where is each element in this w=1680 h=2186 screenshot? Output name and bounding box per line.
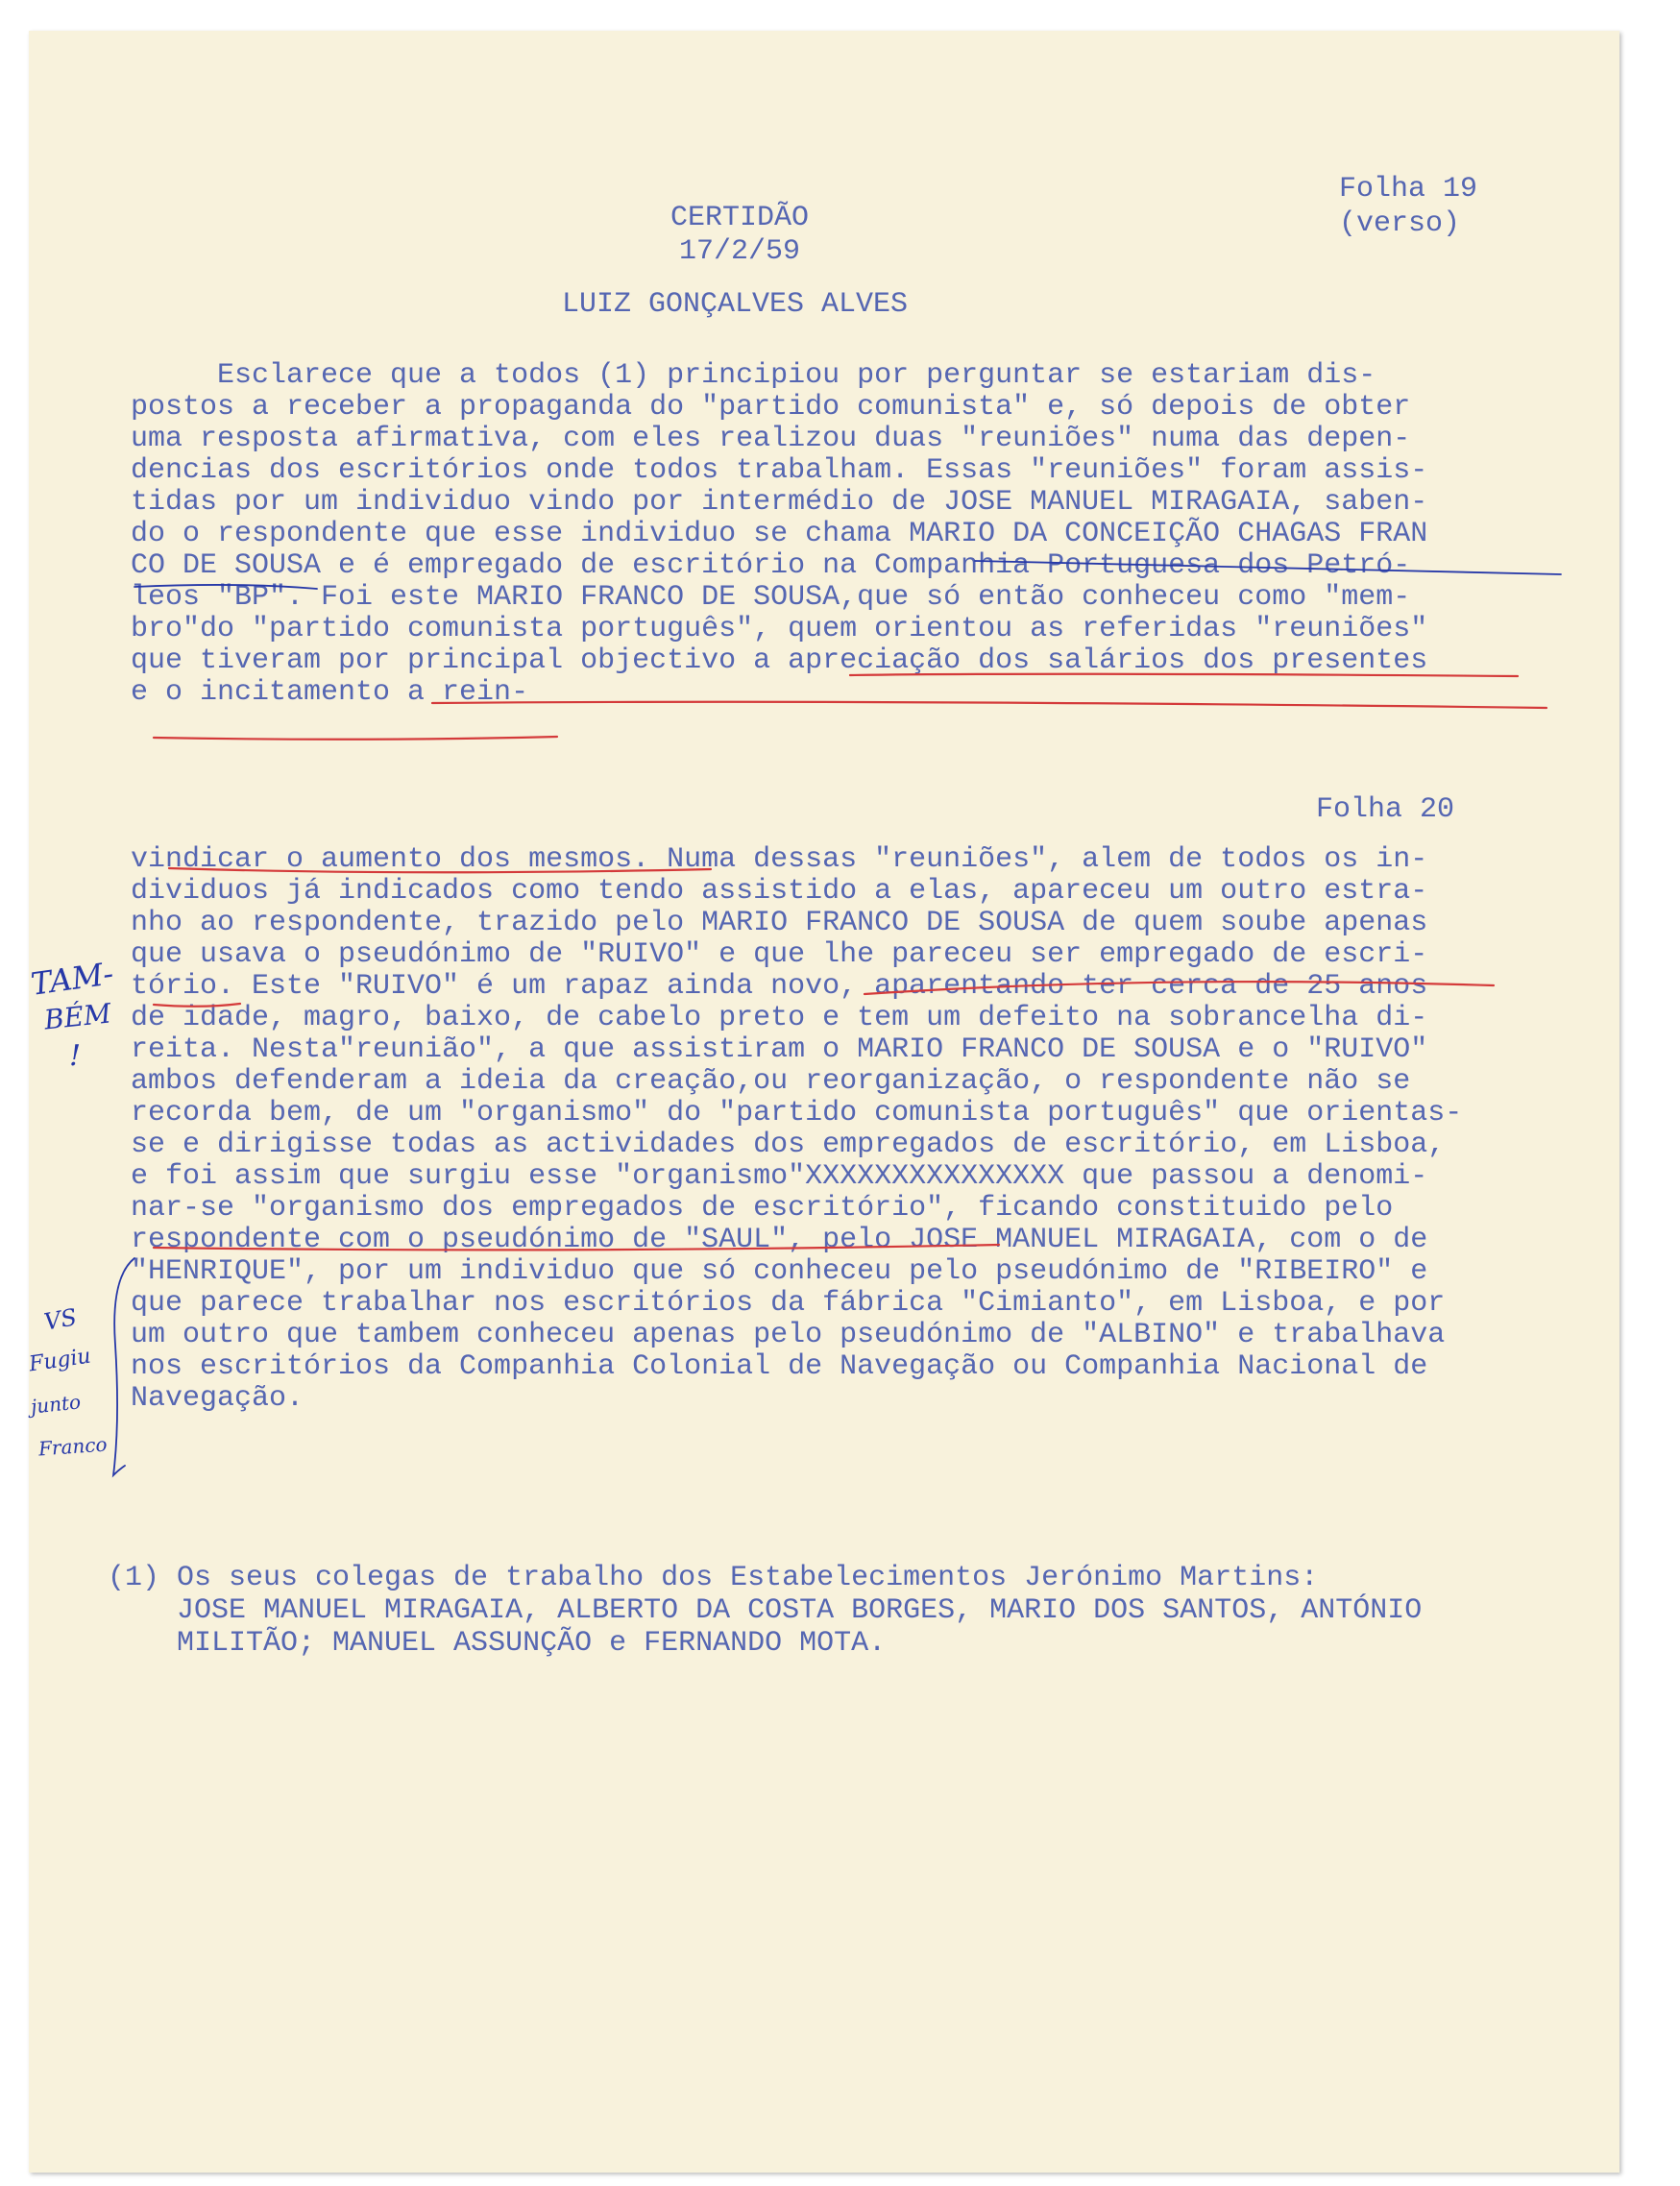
text-line: Esclarece que a todos (1) principiou por perguntar se estariam dis- xyxy=(131,359,1376,392)
text-line: que tiveram por principal objectivo a apreciação dos salários dos presentes xyxy=(131,644,1428,677)
footnote-line: (1) Os seus colegas de trabalho dos Estabelecimentos Jerónimo Martins: xyxy=(108,1562,1319,1594)
document-title: CERTIDÃO xyxy=(670,202,810,234)
folha-20-label: Folha 20 xyxy=(1316,793,1455,826)
folha-19-label: Folha 19 xyxy=(1339,173,1478,206)
text-line: e foi assim que surgiu esse "organismo"XXXXXXXXXXXXXXX que passou a denomi- xyxy=(131,1160,1428,1193)
text-line: Navegação. xyxy=(131,1382,304,1415)
text-line: postos a receber a propaganda do "partido comunista" e, só depois de obter xyxy=(131,391,1411,424)
text-line: uma resposta afirmativa, com eles realizou duas "reuniões" numa das depen- xyxy=(131,423,1411,455)
text-line: "HENRIQUE", por um individuo que só conheceu pelo pseudónimo de "RIBEIRO" e xyxy=(131,1255,1428,1288)
text-line: que usava o pseudónimo de "RUIVO" e que lhe pareceu ser empregado de escri- xyxy=(131,938,1428,971)
text-line: ambos defenderam a ideia da creação,ou reorganização, o respondente não se xyxy=(131,1065,1411,1098)
text-line: tidas por um individuo vindo por intermédio de JOSE MANUEL MIRAGAIA, saben- xyxy=(131,486,1428,519)
footnote-line: MILITÃO; MANUEL ASSUNÇÃO e FERNANDO MOTA. xyxy=(108,1627,887,1660)
margin-note-line: Franco xyxy=(37,1432,109,1461)
text-line: nho ao respondente, trazido pelo MARIO FRANCO DE SOUSA de quem soube apenas xyxy=(131,907,1428,939)
margin-note-line: Fugiu xyxy=(27,1344,93,1377)
text-line: um outro que tambem conheceu apenas pelo pseudónimo de "ALBINO" e trabalhava xyxy=(131,1319,1446,1351)
text-line: de idade, magro, baixo, de cabelo preto e tem um defeito na sobrancelha di- xyxy=(131,1002,1428,1034)
text-line: tório. Este "RUIVO" é um rapaz ainda novo, aparentando ter cerca de 25 anos xyxy=(131,970,1428,1003)
text-line: dividuos já indicados como tendo assistido a elas, apareceu um outro estra- xyxy=(131,875,1428,908)
footnote-line: JOSE MANUEL MIRAGAIA, ALBERTO DA COSTA BORGES, MARIO DOS SANTOS, ANTÓNIO xyxy=(108,1594,1423,1627)
text-line: do o respondente que esse individuo se chama MARIO DA CONCEIÇÃO CHAGAS FRAN xyxy=(131,518,1428,550)
text-line: que parece trabalhar nos escritórios da fábrica "Cimianto", em Lisboa, e por xyxy=(131,1287,1446,1320)
person-name: LUIZ GONÇALVES ALVES xyxy=(561,288,909,321)
text-line: bro"do "partido comunista português", quem orientou as referidas "reuniões" xyxy=(131,613,1428,645)
text-line: CO DE SOUSA e é empregado de escritório na Companhia Portuguesa dos Petró- xyxy=(131,549,1411,582)
document-date: 17/2/59 xyxy=(678,235,801,268)
text-line: leos "BP". Foi este MARIO FRANCO DE SOUSA,que só então conheceu como "mem- xyxy=(131,581,1411,614)
text-line: vindicar o aumento dos mesmos. Numa dessas "reuniões", alem de todos os in- xyxy=(131,843,1428,876)
footnote xyxy=(108,1562,1423,1679)
folha-19-verso: (verso) xyxy=(1339,207,1461,240)
margin-note-line: junto xyxy=(29,1390,83,1419)
margin-note-line: TAM- xyxy=(28,955,116,1003)
text-line: reita. Nesta"reunião", a que assistiram o MARIO FRANCO DE SOUSA e o "RUIVO" xyxy=(131,1033,1428,1066)
text-line: recorda bem, de um "organismo" do "partido comunista português" que orientas- xyxy=(131,1097,1463,1129)
margin-note-tambem xyxy=(28,955,116,1095)
statement-part-1 xyxy=(131,359,1428,709)
statement-part-2 xyxy=(131,843,1463,1415)
margin-note-line: VS xyxy=(41,1303,79,1336)
text-line: se e dirigisse todas as actividades dos empregados de escritório, em Lisboa, xyxy=(131,1129,1446,1161)
margin-note-vs xyxy=(25,1303,121,1479)
text-line: respondente com o pseudónimo de "SAUL", pelo JOSE MANUEL MIRAGAIA, com o de xyxy=(131,1224,1428,1256)
text-line: e o incitamento a rein- xyxy=(131,676,529,709)
text-line: nar-se "organismo dos empregados de escritório", ficando constituido pelo xyxy=(131,1192,1394,1225)
margin-note-line: ! xyxy=(69,1039,82,1073)
margin-note-line: BÉM xyxy=(42,997,113,1036)
text-line: dencias dos escritórios onde todos trabalham. Essas "reuniões" foram assis- xyxy=(131,454,1428,487)
text-line: nos escritórios da Companhia Colonial de Navegação ou Companhia Nacional de xyxy=(131,1350,1428,1383)
